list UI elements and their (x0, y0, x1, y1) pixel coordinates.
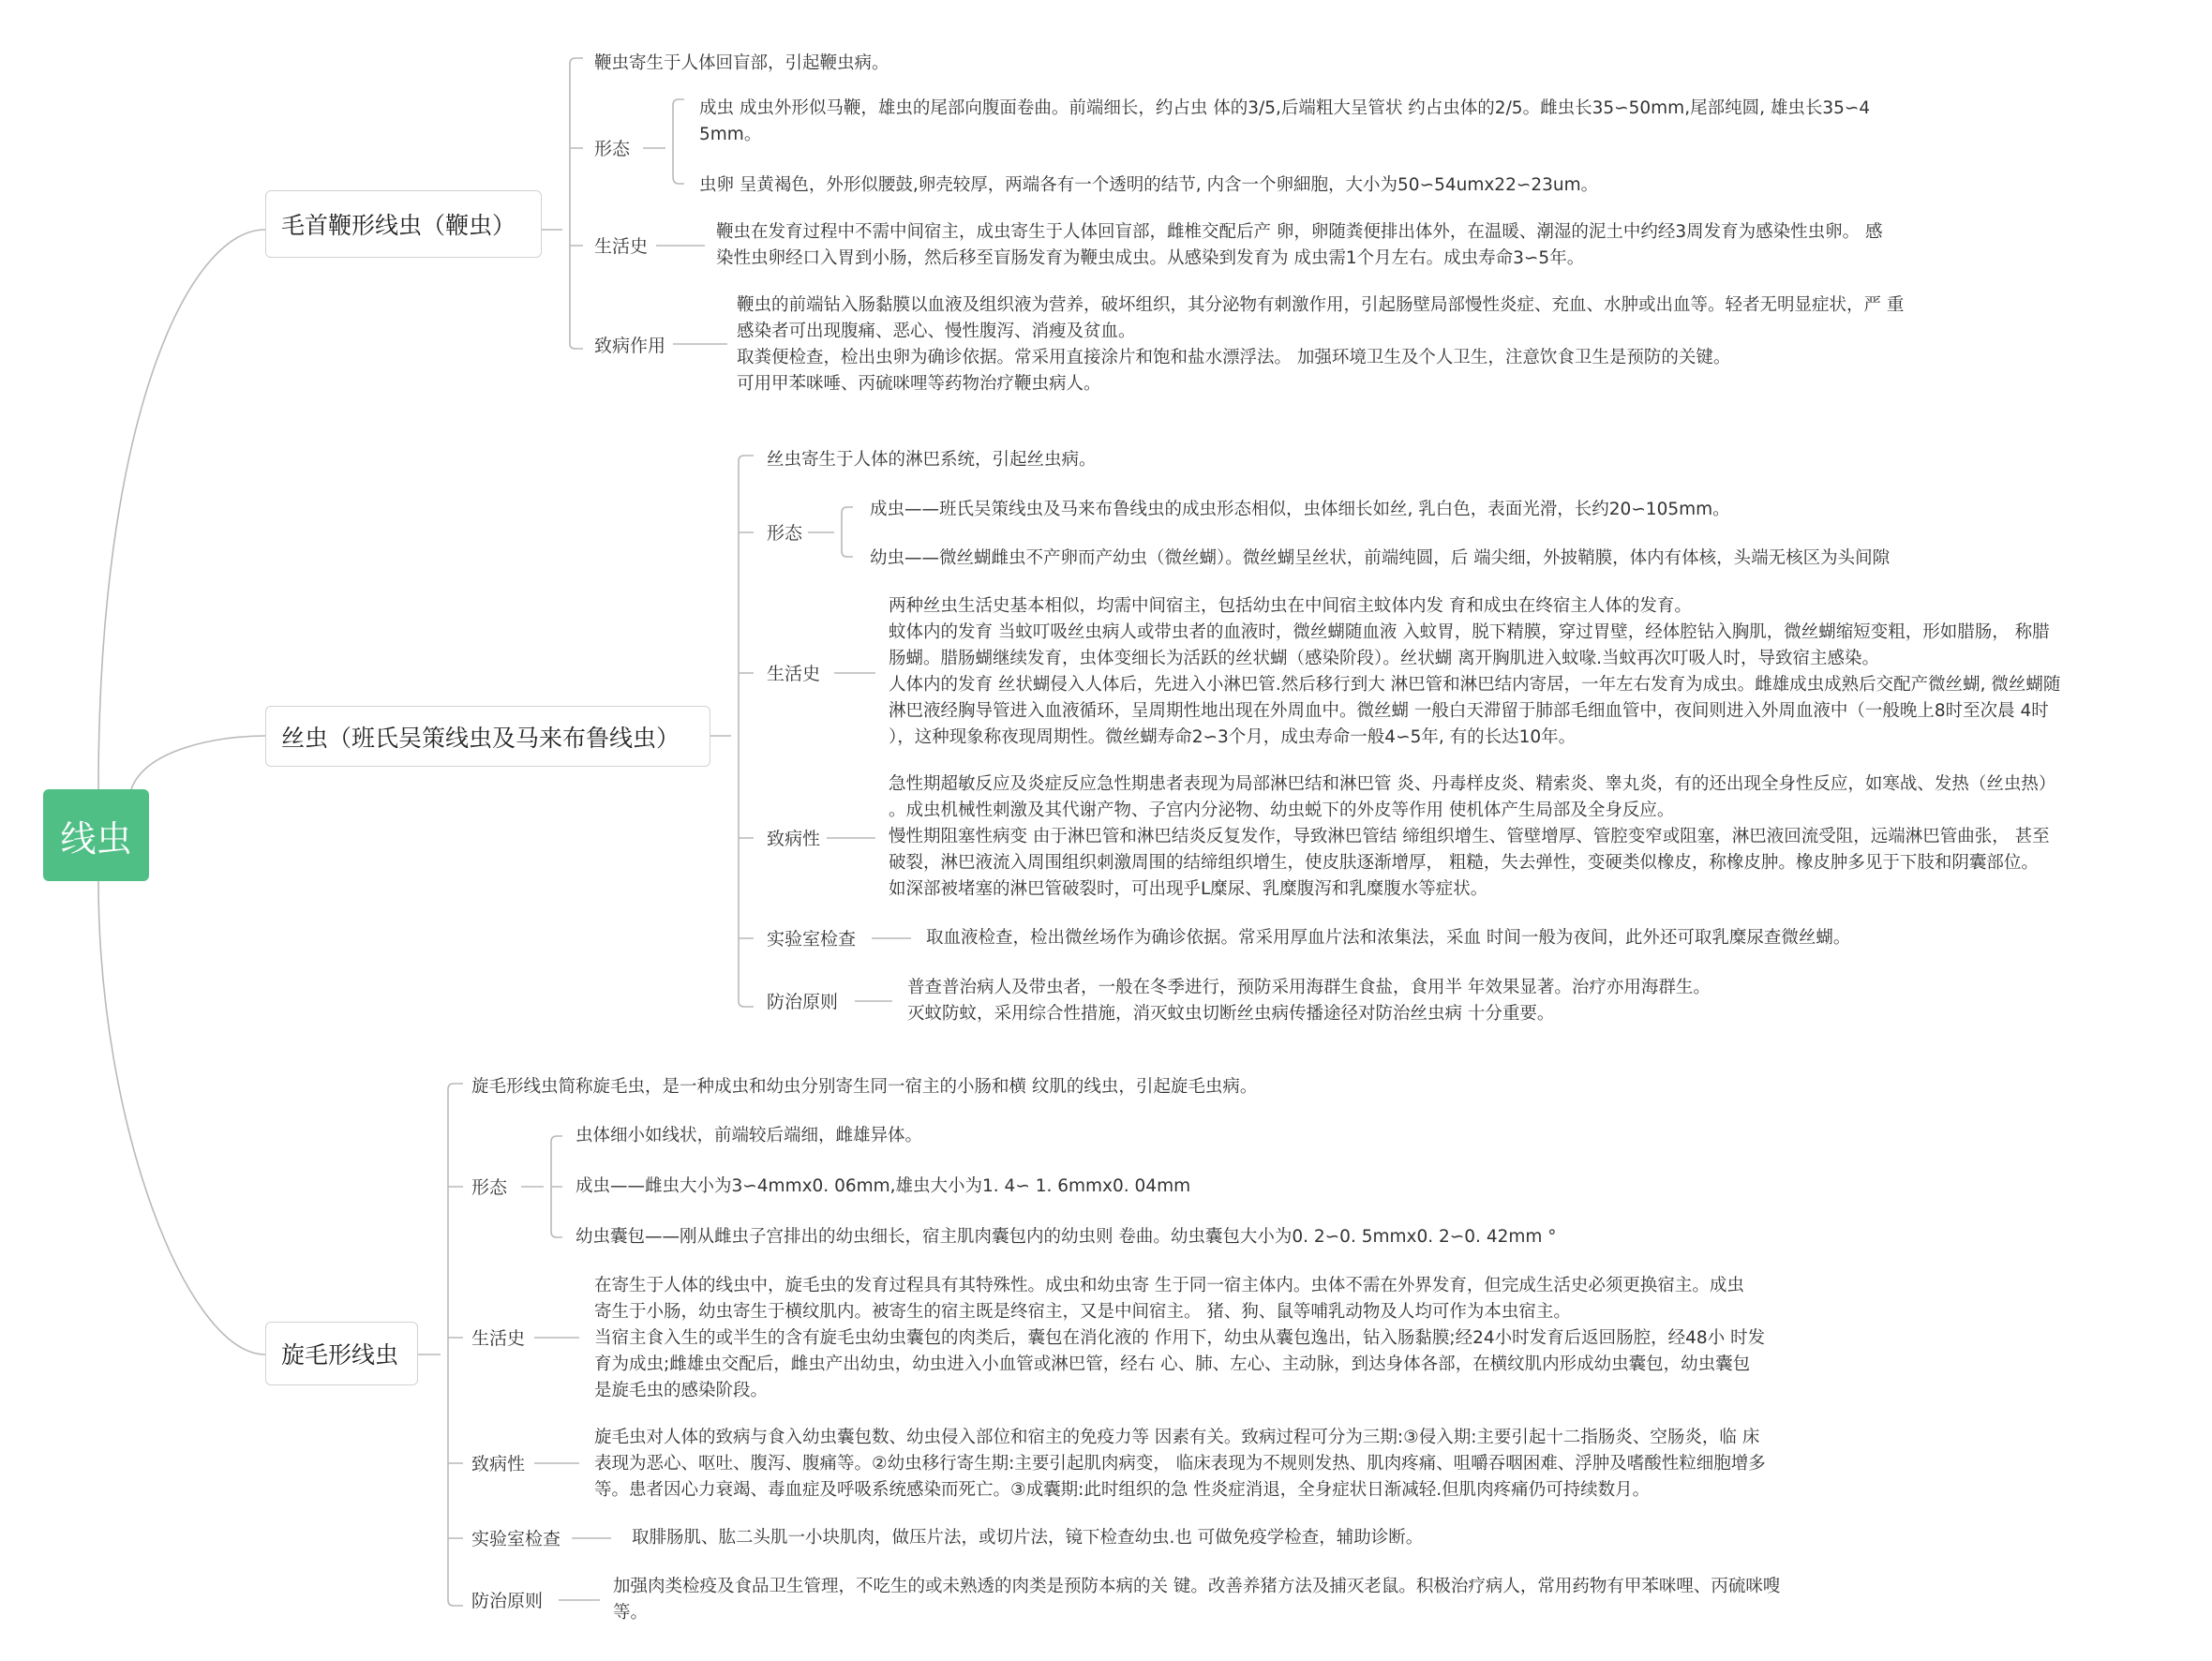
root-node[interactable]: 线虫 (43, 789, 149, 881)
filaria-intro: 丝虫寄生于人体的淋巴系统，引起丝虫病。 (767, 450, 1097, 470)
trichinella-morph-1: 虫体细小如线状，前端较后端细，雌雄异体。 (575, 1126, 923, 1145)
trichinella-morph-label[interactable]: 形态 (471, 1177, 508, 1198)
filaria-life: 两种丝虫生活史基本相似，均需中间宿主，包括幼虫在中间宿主蚊体内发 育和成虫在终宿主人体的发育。 蚊体内的发育 当蚊叮吸丝虫病人或带虫者的血液时，微丝蝴随血液 入蚊胃，脱下精膜，穿过胃壁，经体腔钻入胸肌，微丝蝴缩短变粗，形如腊肠， 称腊 肠蝴。腊肠蝴继续发育，虫体变细长为活跃的丝状蝴（感染阶段）。丝状蝴 离开胸肌进入蚊喙.当蚊再次叮吸人时，导致宿主感染。 人体内的发育 丝状蝴侵入人体后，先进入小淋巴管.然后移行到大 淋巴管和淋巴结内寄居，一年左右发育为成虫。雌雄成虫成熟后交配产微丝蝴, 微丝蝴随 淋巴液经胸导管进入血液循环，呈周期性地出现在外周血中。微丝蝴 一般白天滞留于肺部毛细血管中，夜间则进入外周血液中（一般晚上8时至次晨 4时 ），这种现象称夜现周期性。微丝蝴寿命2∽3个月，成虫寿命一般4∽5年, 有的长达10年。 (889, 596, 2061, 747)
trichinella-life: 在寄生于人体的线虫中，旋毛虫的发育过程具有其特殊性。成虫和幼虫寄 生于同一宿主体内。虫体不需在外界发育，但完成生活史必须更换宿主。成虫 寄生于小肠，幼虫寄生于横纹肌内。被寄生的宿主既是终宿主，又是中间宿主。 猪、狗、鼠等哺乳动物及人均可作为本虫宿主。 当宿主食入生的或半生的含有旋毛虫幼虫囊包的肉类后，囊包在消化液的 作用下，幼虫从囊包逸出，钻入肠黏膜;经24小时发育后返回肠腔，经48小 时发 育为成虫;雌雄虫交配后，雌虫产出幼虫，幼虫进入小血管或淋巴管，经右 心、肺、左心、主动脉，到达身体各部，在横纹肌内形成幼虫囊包，幼虫囊包 是旋毛虫的感染阶段。 (594, 1276, 1766, 1400)
branch-whipworm[interactable]: 毛首鞭形线虫（鞭虫） (265, 190, 542, 258)
filaria-larva: 幼虫——微丝蝴雌虫不产卵而产幼虫（微丝蝴）。微丝蝴呈丝状，前端纯圆，后 端尖细，外披鞘膜，体内有体核，头端无核区为头间隙 (870, 548, 1891, 568)
trichinella-path: 旋毛虫对人体的致病与食入幼虫囊包数、幼虫侵入部位和宿主的免疫力等 因素有关。致病过程可分为三期:③侵入期:主要引起十二指肠炎、空肠炎，临 床 表现为恶心、呕吐、腹泻、腹痛等。②幼虫移行寄生期:主要引起肌肉病变， 临床表现为不规则发热、肌肉疼痛、咀嚼吞咽困难、浮肿及嗜酸性粒细胞增多 等。患者因心力衰竭、毒血症及呼吸系统感染而死亡。③成囊期:此时组织的急 性炎症消退，全身症状日渐减轻.但肌肉疼痛仍可持续数月。 (594, 1428, 1766, 1500)
filaria-lab-label[interactable]: 实验室检查 (767, 929, 857, 950)
filaria-prev-label[interactable]: 防治原则 (767, 992, 839, 1012)
filaria-adult: 成虫——班氏吴策线虫及马来布鲁线虫的成虫形态相似，虫体细长如丝, 乳白色，表面光滑，长约20∽105mm。 (870, 500, 1730, 519)
whipworm-intro: 鞭虫寄生于人体回盲部，引起鞭虫病。 (594, 53, 889, 73)
whipworm-life-label[interactable]: 生活史 (594, 236, 649, 257)
whipworm-egg: 虫卵 呈黄褐色，外形似腰鼓,卵壳较厚，两端各有一个透明的结节, 内含一个卵細胞，大小为50∽54umx22∽23um。 (699, 175, 1599, 195)
whipworm-morph-label[interactable]: 形态 (594, 139, 631, 159)
branch-trichinella[interactable]: 旋毛形线虫 (265, 1322, 418, 1385)
trichinella-morph-3: 幼虫囊包——刚从雌虫子宫排出的幼虫细长，宿主肌肉囊包内的幼虫则 卷曲。幼虫囊包大小为0. 2∽0. 5mmx0. 2∽0. 42mm ° (575, 1227, 1557, 1247)
filaria-path-label[interactable]: 致病性 (767, 829, 821, 849)
filaria-lab: 取血液检查，检出微丝场作为确诊依据。常采用厚血片法和浓集法，采血 时间一般为夜间，此外还可取乳糜尿查微丝蝴。 (926, 928, 1851, 948)
branch-filaria[interactable]: 丝虫（班氏吴策线虫及马来布鲁线虫） (265, 706, 710, 767)
filaria-path: 急性期超敏反应及炎症反应急性期患者表现为局部淋巴结和淋巴管 炎、丹毒样皮炎、精索炎、睾丸炎，有的还出现全身性反应，如寒战、发热（丝虫热） 。成虫机械性刺激及其代谢产物、子宫内分泌物、幼虫蜕下的外皮等作用 使机体产生局部及全身反应。 慢性期阻塞性病变 由于淋巴管和淋巴结炎反复发作，导致淋巴管结 缔组织增生、管壁增厚、管腔变窄或阻塞，淋巴液回流受阻，远端淋巴管曲张， 甚至 破裂，淋巴液流入周围组织刺激周围的结缔组织增生，使皮肤逐渐增厚， 粗糙，失去弹性，变硬类似橡皮，称橡皮肿。橡皮肿多见于下肢和阴囊部位。 如深部被堵塞的淋巴管破裂时，可出现乎L糜尿、乳糜腹泻和乳糜腹水等症状。 (889, 774, 2056, 899)
filaria-morph-label[interactable]: 形态 (767, 523, 803, 544)
trichinella-prev: 加强肉类检疫及食品卫生管理，不吃生的或未熟透的肉类是预防本病的关 键。改善养猪方法及捕灭老鼠。积极治疗病人，常用药物有甲苯咪哩、丙硫咪嗖 等。 (613, 1577, 1781, 1623)
trichinella-morph-2: 成虫——雌虫大小为3∽4mmx0. 06mm,雄虫大小为1. 4∽ 1. 6mmx0. 04mm (575, 1176, 1191, 1196)
filaria-life-label[interactable]: 生活史 (767, 664, 821, 684)
whipworm-adult: 成虫 成虫外形似马鞭，雄虫的尾部向腹面卷曲。前端细长，约占虫 体的3/5,后端粗大呈管状 约占虫体的2/5。雌虫长35∽50mm,尾部纯圆, 雄虫长35∽4 5mm。 (699, 98, 1871, 144)
trichinella-prev-label[interactable]: 防治原则 (471, 1591, 544, 1611)
trichinella-intro: 旋毛形线虫简称旋毛虫，是一种成虫和幼虫分别寄生同一宿主的小肠和横 纹肌的线虫，引起旋毛虫病。 (471, 1077, 1258, 1097)
whipworm-path-label[interactable]: 致病作用 (594, 336, 666, 356)
trichinella-lab-label[interactable]: 实验室检查 (471, 1529, 561, 1549)
trichinella-life-label[interactable]: 生活史 (471, 1328, 526, 1349)
trichinella-path-label[interactable]: 致病性 (471, 1454, 526, 1474)
trichinella-lab: 取腓肠肌、肱二头肌一小块肌肉，做压片法，或切片法，镜下检查幼虫.也 可做免疫学检查，辅助诊断。 (632, 1528, 1424, 1548)
whipworm-life: 鞭虫在发育过程中不需中间宿主，成虫寄生于人体回盲部，雌椎交配后产 卵，卵随粪便排出体外，在温暖、潮湿的泥土中约经3周发育为感染性虫卵。 感 染性虫卵经口入胃到小肠，然后移至盲肠发育为鞭虫成虫。从感染到发育为 成虫需1个月左右。成虫寿命3∽5年。 (716, 222, 1883, 268)
filaria-prev: 普查普治病人及带虫者，一般在冬季进行，预防采用海群生食盐，食用半 年效果显著。治疗亦用海群生。 灭蚊防蚊，采用综合性措施，消灭蚊虫切断丝虫病传播途径对防治丝虫病 十分重要。 (907, 978, 1711, 1024)
whipworm-path: 鞭虫的前端钻入肠黏膜以血液及组织液为营养，破坏组织，其分泌物有刺激作用，引起肠壁局部慢性炎症、充血、水肿或出血等。轻者无明显症状，严 重 感染者可出现腹痛、恶心、慢性腹泻、消瘦及贫血。 取粪便检查，检出虫卵为确诊依据。常采用直接涂片和饱和盐水漂浮法。 加强环境卫生及个人卫生，注意饮食卫生是预防的关键。 可用甲苯咪唾、丙硫咪哩等药物治疗鞭虫病人。 (737, 295, 1905, 394)
